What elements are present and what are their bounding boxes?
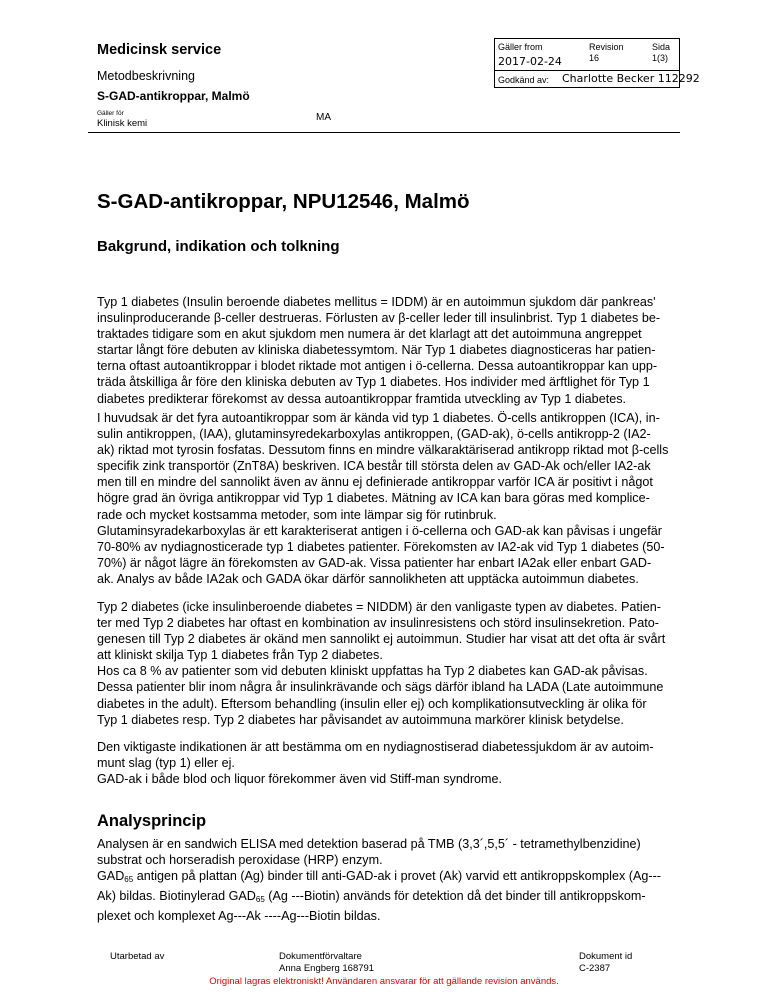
text-line: GAD-ak i både blod och liquor förekommer även vid Stiff-man syndrome. (97, 772, 503, 787)
page-label: Sida (652, 42, 671, 52)
revision-number: 16 (589, 53, 600, 63)
revision-label: Revision (589, 42, 624, 52)
text-fragment: antigen på plattan (Ag) binder till anti-GAD-ak i provet (Ak) varvid ett antikroppskomplex (Ag--- (133, 869, 661, 884)
footer-notice: Original lagras elektroniskt! Användaren ansvarar för att gällande revision används. (209, 976, 559, 987)
text-line: men till en mindre del sannolikt även av ännu ej definierade antikroppar varför ICA är positivt i något (97, 475, 653, 490)
text-line: diabetes predikterar förekomst av dessa autoantikroppar framtida utveckling av Typ 1 diabetes. (97, 391, 626, 406)
header-divider (88, 132, 680, 133)
owner-label: Dokumentförvaltare (279, 951, 362, 962)
text-line: Den viktigaste indikationen är att bestämma om en nydiagnostiserad diabetessjukdom är av autoim- (97, 740, 654, 754)
page-title: S-GAD-antikroppar, NPU12546, Malmö (97, 190, 470, 213)
text-line: träda åtskilliga år före den kliniska debuten av Typ 1 diabetes. Hos individer med ärftlighet för Typ 1 (97, 375, 650, 390)
text-line: Hos ca 8 % av patienter som vid debuten kliniskt uppfattas ha Typ 2 diabetes kan GAD-ak påvisas. (97, 664, 648, 679)
valid-from-date: 2017-02-24 (498, 55, 562, 68)
owner-block (279, 951, 374, 975)
text-line: diabetes in the adult). Eftersom behandling (insulin eller ej) och komplikationsutveckling är olika för (97, 696, 647, 711)
revision-box-divider (494, 70, 680, 71)
approved-label: Godkänd av: (498, 75, 550, 85)
text-line: Typ 2 diabetes (icke insulinberoende diabetes = NIDDM) är den vanligaste typen av diabetes. Patien- (97, 600, 661, 614)
applies-label: Gäller för (97, 110, 124, 117)
text-line: ak. Analys av både IA2ak och GADA ökar därför sannolikheten att upptäcka autoimmun diabetes. (97, 571, 639, 586)
approved-by: Charlotte Becker 112292 (562, 72, 700, 85)
text-line: insulinproducerande β-celler destrueras. Förlusten av β-celler leder till insulinbrist. Typ 1 diabetes be- (97, 311, 661, 326)
text-fragment: (Ag ---Biotin) används för detektion då det binder till antikroppskom- (264, 889, 646, 904)
page-number: 1(3) (652, 53, 669, 63)
text-line: munt slag (typ 1) eller ej. (97, 756, 235, 771)
text-line: 70%) är något lägre än förekomsten av GAD-ak. Vissa patienter har enbart IA2ak eller enbart GAD- (97, 555, 652, 570)
text-line: högre grad än övriga antikroppar vid Typ 1 diabetes. Mätning av ICA kan bara göras med komplice- (97, 491, 650, 506)
paragraph-autoantibodies (97, 410, 677, 587)
text-line: terna oftast autoantikroppar i blodet riktade mot antigen i ö-cellerna. Dessa autoantikroppar kan upp- (97, 359, 658, 374)
docid-value: C-2387 (579, 963, 611, 974)
ma-code: MA (316, 112, 331, 123)
text-line: I huvudsak är det fyra autoantikroppar som är kända vid typ 1 diabetes. Ö-cells antikroppen (ICA), in- (97, 411, 660, 425)
section-heading-principle: Analysprincip (97, 812, 207, 830)
text-line: plexet och komplexet Ag---Ak ----Ag---Biotin bildas. (97, 909, 381, 924)
text-line: substrat och horseradish peroxidase (HRP) enzym. (97, 853, 383, 868)
text-line: Analysen är en sandwich ELISA med detektion baserad på TMB (3,3´,5,5´ - tetramethylbenzidine) (97, 837, 641, 851)
paragraph-type2 (97, 599, 677, 728)
paragraph-indication (97, 739, 677, 787)
doc-type: Metodbeskrivning (97, 69, 195, 83)
gad-term: GAD (97, 869, 125, 884)
subscript: 65 (124, 875, 134, 885)
org-name: Medicinsk service (97, 42, 222, 58)
text-line: rade och mycket kostsamma metoder, som inte lämpar sig för rutinbruk. (97, 507, 497, 522)
text-line: ter med Typ 2 diabetes har oftast en kombination av insulinresistens och störd insulinsekretion. Pato- (97, 616, 659, 631)
text-line: Typ 1 diabetes resp. Typ 2 diabetes har påvisandet av autoimmuna markörer klinisk betydelse. (97, 712, 624, 727)
section-heading-background: Bakgrund, indikation och tolkning (97, 238, 340, 255)
text-line: startar långt före debuten av kliniska diabetessymtom. När Typ 1 diabetes diagnosticeras har patien- (97, 343, 656, 358)
paragraph-principle (97, 836, 677, 924)
paragraph-intro (97, 294, 677, 407)
text-line: att kliniskt skilja Typ 1 diabetes från Typ 2 diabetes. (97, 648, 383, 663)
text-line (97, 888, 677, 908)
valid-from-label: Gäller from (498, 42, 543, 52)
docid-block (579, 951, 632, 975)
text-fragment: Ak) bildas. Biotinylerad GAD (97, 889, 256, 904)
subscript: 65 (255, 895, 265, 905)
prepared-by-label: Utarbetad av (110, 951, 165, 962)
text-line (97, 868, 677, 888)
text-line: ak) riktad mot tyrosin fosfatas. Dessutom finns en mindre välkaraktäriserad antikropp riktad mot β-cells (97, 443, 669, 458)
text-line: specifik zink transportör (ZnT8A) beskriven. ICA består till största delen av GAD-Ak och/eller IA2-ak (97, 459, 651, 474)
text-line: traktades tidigare som en akut sjukdom men numera är det klarlagt att det autoimmuna angreppet (97, 327, 642, 342)
text-line: Dessa patienter blir inom några år insulinkrävande och sägs därför ibland ha LADA (Late autoimmune (97, 680, 664, 695)
owner-name: Anna Engberg 168791 (279, 963, 375, 974)
text-line: Typ 1 diabetes (Insulin beroende diabetes mellitus = IDDM) är en autoimmun sjukdom där pankreas' (97, 295, 656, 309)
doc-name: S-GAD-antikroppar, Malmö (97, 89, 250, 103)
text-line: 70-80% av nydiagnosticerade typ 1 diabetes patienter. Förekomsten av IA2-ak vid Typ 1 diabetes (50- (97, 539, 665, 554)
text-line: sulin antikroppen, (IAA), glutaminsyredekarboxylas antikroppen, (GAD-ak), ö-cells antikropp-2 (IA2- (97, 427, 651, 442)
text-line: Glutaminsyradekarboxylas är ett karakteriserat antigen i ö-cellerna och GAD-ak kan påvisas i ungefär (97, 523, 662, 538)
docid-label: Dokument id (579, 951, 633, 962)
text-line: genesen till Typ 2 diabetes är okänd men sannolikt ej autoimmun. Studier har visat att det ofta är svårt (97, 632, 666, 647)
applies-value: Klinisk kemi (97, 118, 148, 129)
